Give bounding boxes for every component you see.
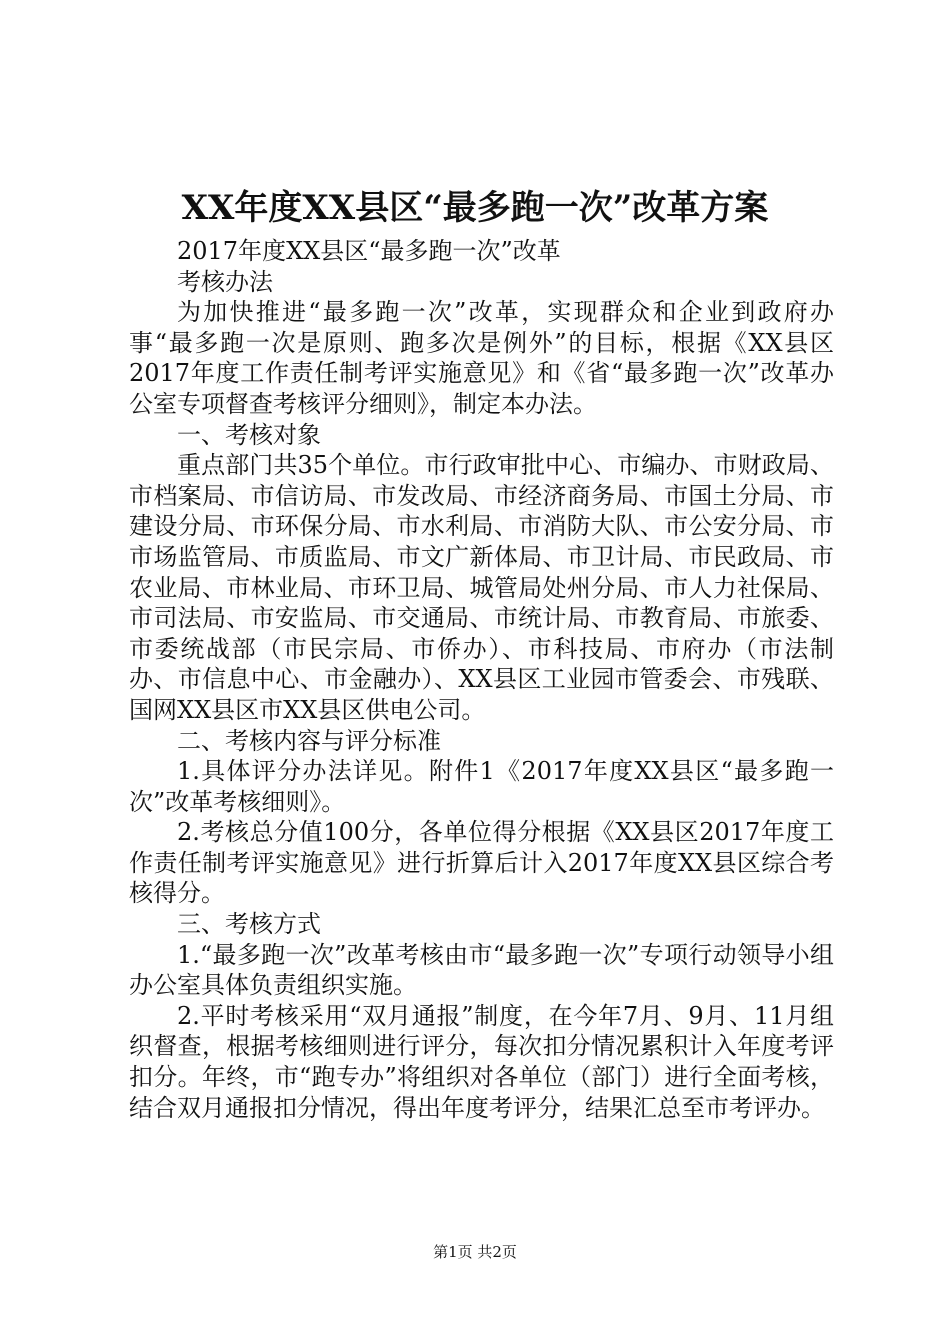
section-heading-1: 一、考核对象 xyxy=(177,420,321,449)
units-paragraph: 重点部门共35个单位。市行政审批中心、市编办、市财政局、市档案局、市信访局、市发改局、市经济商务局、市国土分局、市建设分局、市环保分局、市水利局、市消防大队、市公安分局、市市场监管局、市质监局、市文广新体局、市卫计局、市民政局、市农业局、市林业局、市环卫局、城管局处州分局、市人力社保局、市司法局、市安监局、市交通局、市统计局、市教育局、市旅委、市委统战部（市民宗局、市侨办）、市科技局、市府办（市法制办、市信息中心、市金融办）、XX县区工业园市管委会、市残联、国网XX县区市XX县区供电公司。 xyxy=(129,451,834,724)
subtitle-line-2: 考核办法 xyxy=(177,267,273,296)
scoring-item-1: 1.具体评分办法详见。附件1《2017年度XX县区“最多跑一次”改革考核细则》。 xyxy=(129,757,834,816)
method-item-1: 1.“最多跑一次”改革考核由市“最多跑一次”专项行动领导小组办公室具体负责组织实施。 xyxy=(129,940,834,1000)
subtitle-line-1: 2017年度XX县区“最多跑一次”改革 xyxy=(177,237,561,265)
section-heading-2: 二、考核内容与评分标准 xyxy=(177,726,441,755)
page-footer: 第1页 共2页 xyxy=(433,1243,517,1261)
scoring-item-2: 2.考核总分值100分，各单位得分根据《XX县区2017年度工作责任制考评实施意见》进行折算后计入2017年度XX县区综合考核得分。 xyxy=(129,818,834,908)
document-body xyxy=(129,236,834,1123)
document-title: XX年度XX县区“最多跑一次”改革方案 xyxy=(181,188,769,228)
method-item-2: 2.平时考核采用“双月通报”制度，在今年7月、9月、11月组织督查，根据考核细则进行评分，每次扣分情况累积计入年度考评扣分。年终，市“跑专办”将组织对各单位（部门）进行全面考核，结合双月通报扣分情况，得出年度考评分，结果汇总至市考评办。 xyxy=(129,1001,834,1122)
section-heading-3: 三、考核方式 xyxy=(177,910,321,939)
intro-paragraph: 为加快推进“最多跑一次”改革，实现群众和企业到政府办事“最多跑一次是原则、跑多次是例外”的目标，根据《XX县区2017年度工作责任制考评实施意见》和《省“最多跑一次”改革办公室专项督查考核评分细则》，制定本办法。 xyxy=(129,298,834,418)
